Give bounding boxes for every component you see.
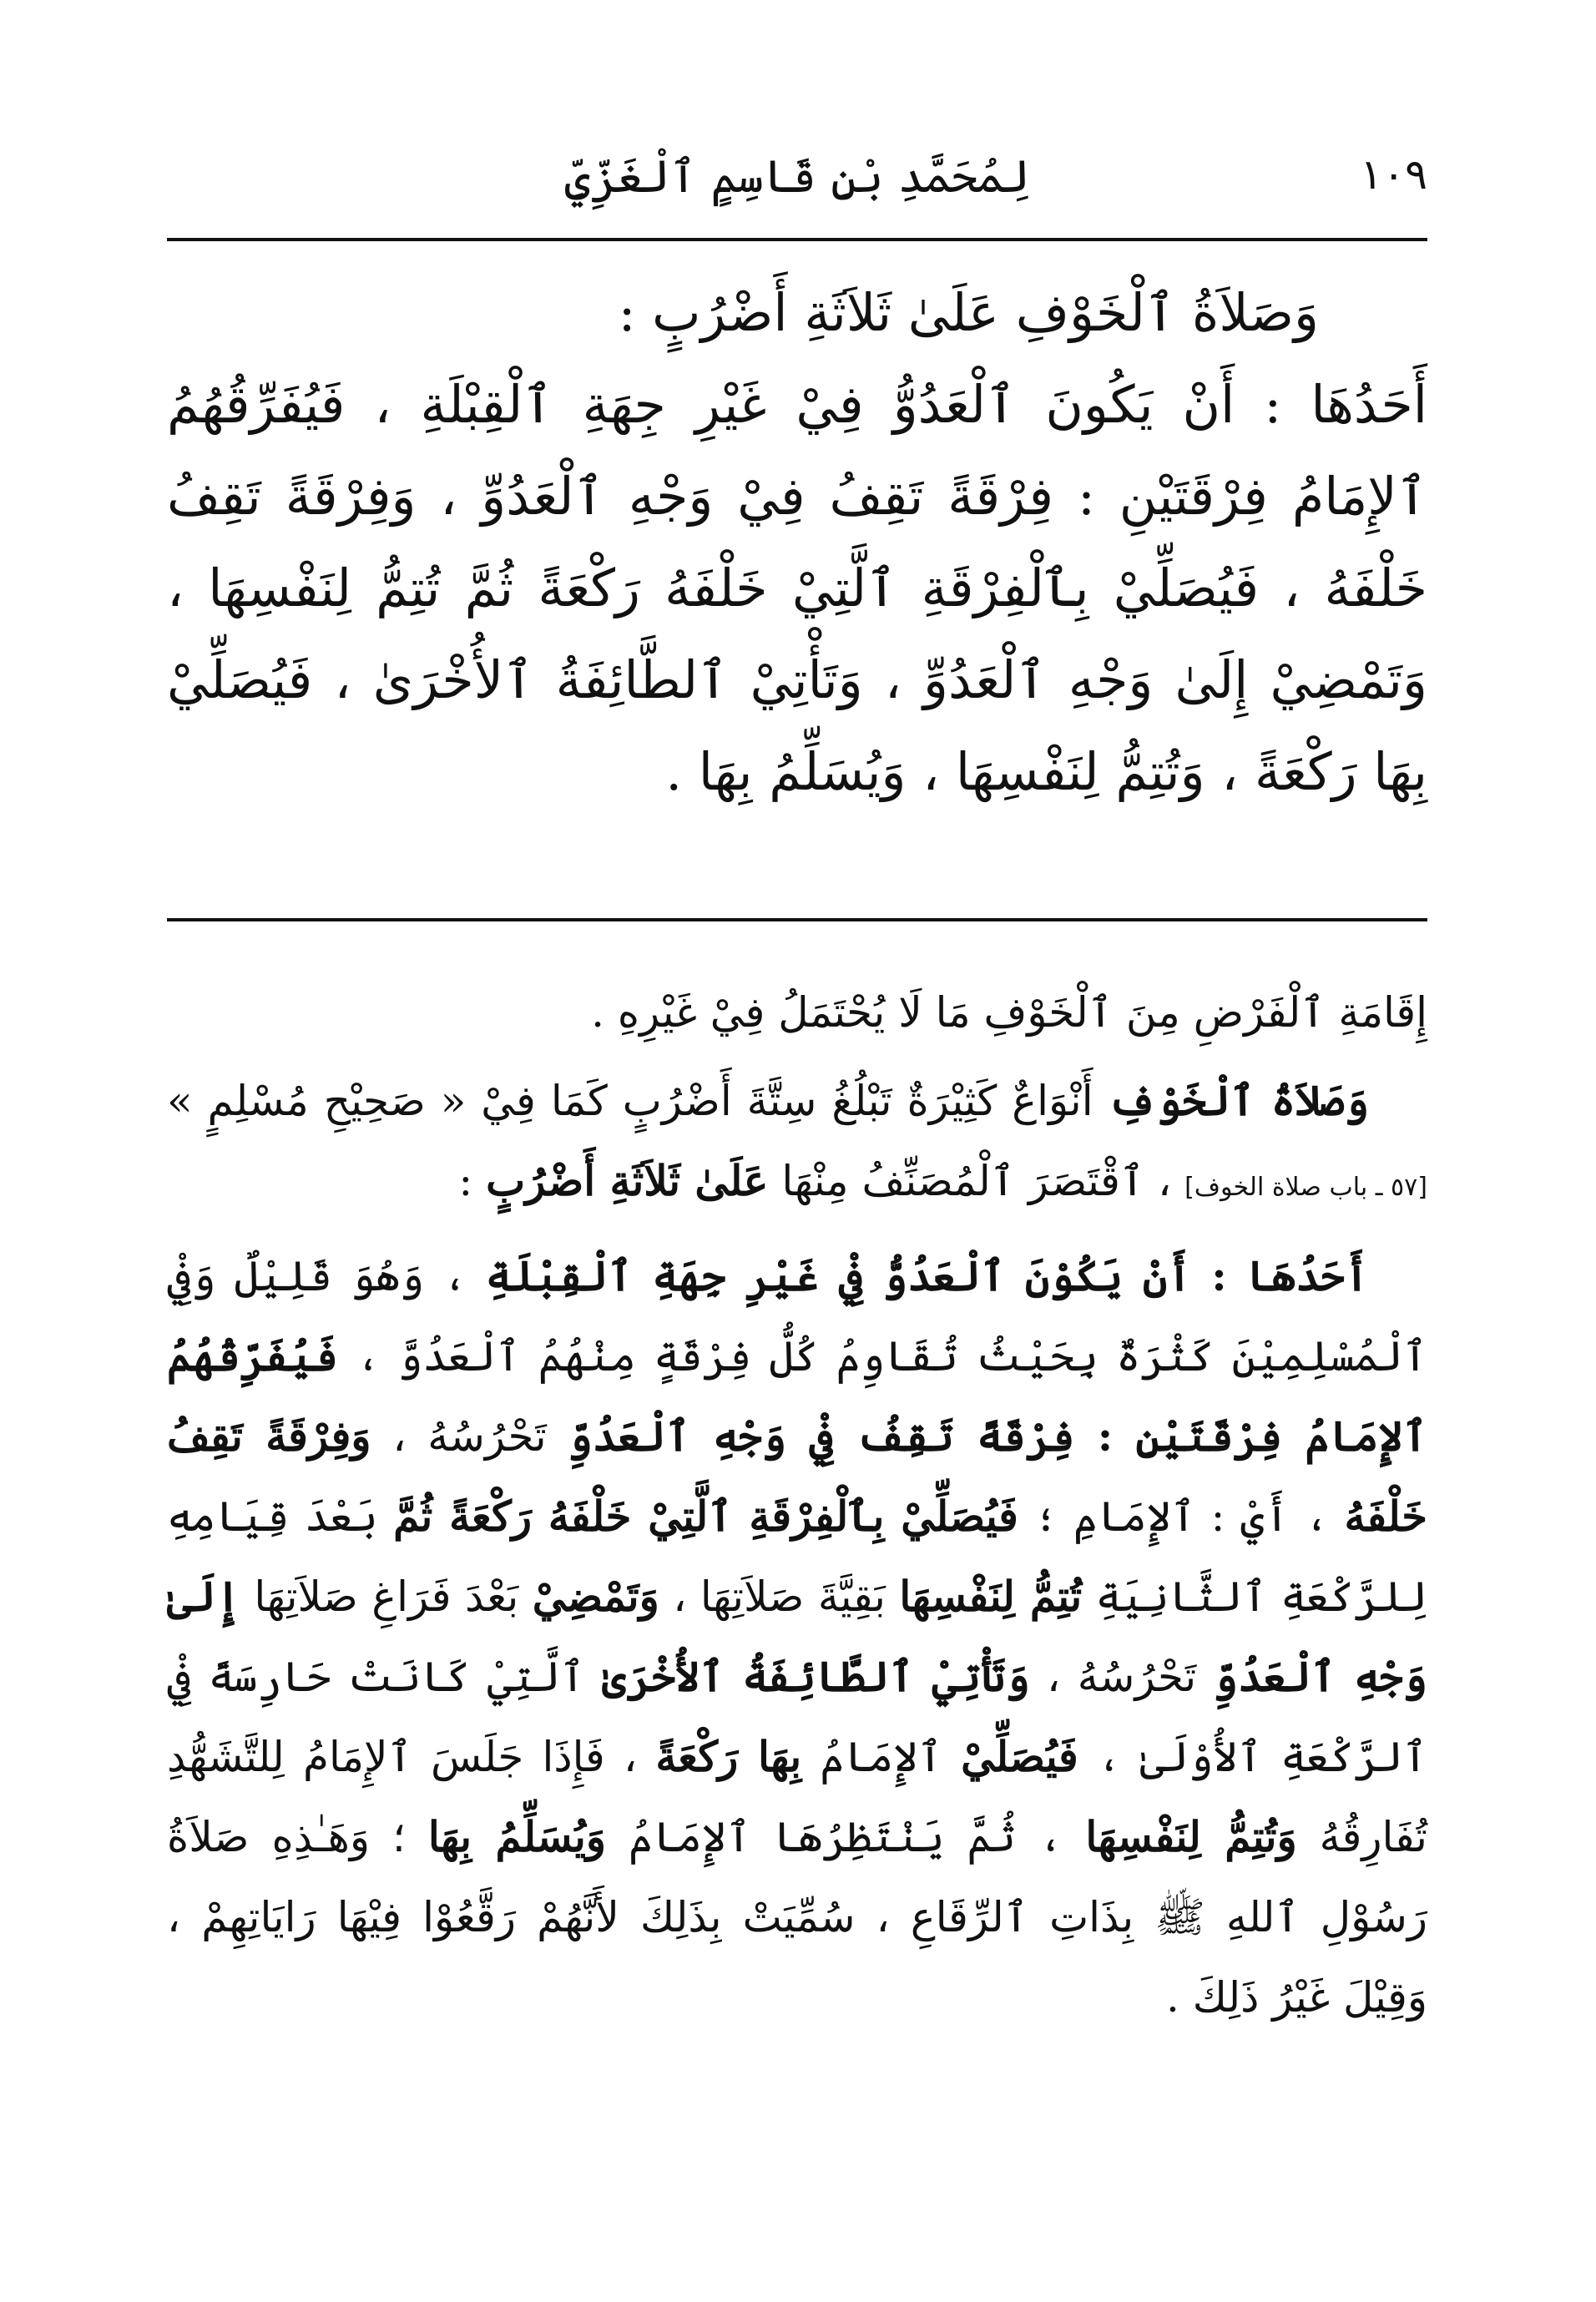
sharh-p3-t12: ؛ وَهَـٰذِهِ صَلاَةُ رَسُوْلِ ٱللهِ ﷺ بِذَاتِ ٱلرِّقَاعِ ، سُمِّيَتْ بِذَلِكَ لأَنَّهُمْ رَقَّعُوْا فِيْهَا رَايَاتِهِمْ ، وَقِيْلَ غَيْرُ ذَلِكَ . (167, 1813, 1427, 2022)
sharh-p3-t7: تَحْرُسُهُ ، (1029, 1653, 1214, 1701)
page-header (167, 125, 1427, 225)
matn-sharh-divider (167, 918, 1427, 921)
sharh-p2-bold2: عَلَىٰ ثَلاَثَةِ أَضْرُبٍ (486, 1156, 769, 1205)
matn-text (167, 267, 1427, 818)
sharh-p2-reference: [٥٧ ـ باب صلاة الخوف] (1184, 1173, 1427, 1202)
sharh-p3-b4: فَيُصَلِّيْ بِٱلْفِرْقَةِ ٱلَّتِيْ خَلْفَهُ رَكْعَةً ثُمَّ (393, 1492, 1018, 1541)
sharh-p3-b6: وَتَمْضِيْ (532, 1572, 659, 1621)
sharh-p3-b1: أَحَدُهَا : أَنْ يَكُوْنَ ٱلْعَدُوُّ فِيْ غَيْرِ جِهَةِ ٱلْقِبْلَةِ (485, 1251, 1369, 1300)
sharh-p3-t9: ٱلإِمَامُ (801, 1733, 962, 1781)
sharh-p2-text2: ، ٱقْتَصَرَ ٱلْمُصَنِّفُ مِنْهَا (768, 1157, 1185, 1205)
sharh-p3-b9: فَيُصَلِّيْ (961, 1732, 1078, 1781)
sharh-paragraph-1 (167, 972, 1427, 1053)
sharh-text (167, 972, 1427, 2046)
sharh-p3-t2: تَحْرُسُهُ ، (371, 1412, 568, 1461)
sharh-p2-text3: : (458, 1157, 487, 1205)
sharh-p3-t1: ، وَهُوَ قَلِيْلٌ وَفِيْ ٱلْمُسْلِمِيْنَ كَثْرَةٌ بِحَيْثُ تُقَاوِمُ كُلُّ فِرْقَةٍ مِنْهُمُ ٱلْعَدُوَّ ، (167, 1252, 1427, 1381)
sharh-p3-t10: ، فَإِذَا جَلَسَ ٱلإِمَامُ لِلتَّشَهُّدِ تُفَارِقُهُ (167, 1733, 1427, 1861)
sharh-p3-b12: وَيُسَلِّمُ بِهَا (427, 1812, 607, 1861)
sharh-p3-t8: ٱلَّتِيْ كَانَتْ حَارِسَةً فِيْ ٱلرَّكْعَةِ ٱلأُوْلَىٰ ، (167, 1653, 1427, 1781)
sharh-p3-t11: ، ثُمَّ يَنْتَظِرُهَا ٱلإِمَامُ (606, 1813, 1086, 1861)
sharh-p3-b5: تُتِمُّ لِنَفْسِهَا (899, 1572, 1083, 1621)
sharh-p3-b11: وَتُتِمُّ لِنَفْسِهَا (1085, 1812, 1297, 1861)
page-number: ١٠٩ (1360, 150, 1427, 199)
sharh-p3-b3: وَفِرْقَةً تَقِفُ خَلْفَهُ (167, 1411, 1427, 1541)
header-rule (167, 238, 1427, 241)
sharh-p1-text: إِقَامَةِ ٱلْفَرْضِ مِنَ ٱلْخَوْفِ مَا لَا يُحْتَمَلُ فِيْ غَيْرِهِ . (591, 988, 1427, 1037)
sharh-p2-text1: أَنْوَاعٌ كَثِيْرَةٌ تَبْلُغُ سِتَّةَ أَضْرُبٍ كَمَا فِيْ « صَحِيْحِ مُسْلِمٍ » (167, 1077, 1109, 1125)
matn-heading: وَصَلاَةُ ٱلْخَوْفِ عَلَىٰ ثَلاَثَةِ أَضْرُبٍ : (618, 282, 1319, 343)
sharh-p3-b7: إِلَىٰ وَجْهِ ٱلْعَدُوِّ (167, 1572, 1427, 1701)
sharh-p3-b10: بِهَا رَكْعَةً (655, 1732, 802, 1781)
sharh-paragraph-3 (167, 1236, 1427, 2037)
sharh-p3-b2: فَيُفَرِّقُهُمُ ٱلإِمَامُ فِرْقَتَيْنِ : فِرْقَةً تَقِفُ فِيْ وَجْهِ ٱلْعَدُوِّ (167, 1331, 1428, 1461)
sharh-p3-t5: بَقِيَّةَ صَلاَتِهَا ، (659, 1573, 900, 1621)
sharh-p2-bold: وَصَلاَةُ ٱلْخَوْفِ (1108, 1076, 1369, 1125)
sharh-p3-b8: وَتَأْتِيْ ٱلطَّائِفَةُ ٱلأُخْرَىٰ (602, 1652, 1030, 1701)
sharh-p3-t6: بَعْدَ فَرَاغِ صَلاَتِهَا (240, 1573, 533, 1621)
sharh-p3-t3: ، أَيْ : ٱلإِمَامِ ؛ (1018, 1492, 1345, 1541)
running-title: لِمُحَمَّدِ بْنِ قَاسِمٍ ٱلْغَزِّيِّ (564, 150, 1030, 203)
sharh-paragraph-2 (167, 1061, 1427, 1228)
sharh-p3-t4: بَعْدَ قِيَامِهِ لِلرَّكْعَةِ ٱلثَّانِيَةِ (167, 1492, 1427, 1621)
matn-paragraph: أَحَدُهَا : أَنْ يَكُونَ ٱلْعَدُوُّ فِيْ غَيْرِ جِهَةِ ٱلْقِبْلَةِ ، فَيُفَرِّقُهُمُ ٱلإِمَامُ فِرْقَتَيْنِ : فِرْقَةً تَقِفُ فِيْ وَجْهِ ٱلْعَدُوِّ ، وَفِرْقَةً تَقِفُ خَلْفَهُ ، فَيُصَلِّيْ بِٱلْفِرْقَةِ ٱلَّتِيْ خَلْفَهُ رَكْعَةً ثُمَّ تُتِمُّ لِنَفْسِهَا ، وَتَمْضِيْ إِلَىٰ وَجْهِ ٱلْعَدُوِّ ، وَتَأْتِيْ ٱلطَّائِفَةُ ٱلأُخْرَىٰ ، فَيُصَلِّيْ بِهَا رَكْعَةً ، وَتُتِمُّ لِنَفْسِهَا ، وَيُسَلِّمُ بِهَا . (167, 374, 1427, 802)
